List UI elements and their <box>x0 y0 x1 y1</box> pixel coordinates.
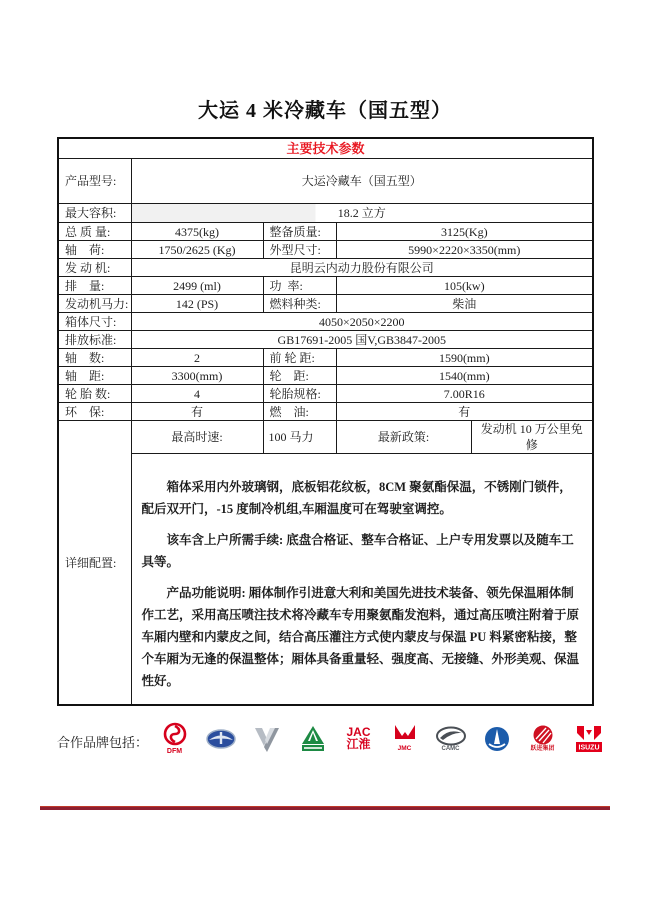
blue-emblem-logo <box>480 726 513 752</box>
row-label: 燃 油: <box>263 403 336 421</box>
brand-label: JAC <box>346 724 371 739</box>
partner-brands-section <box>57 722 612 755</box>
silver-v-logo <box>250 725 283 753</box>
row-label: 前 轮 距: <box>263 349 336 367</box>
row-label: 燃料种类: <box>263 295 336 313</box>
table-row <box>58 295 593 313</box>
row-label: 环 保: <box>58 403 131 421</box>
row-label: 轮 距: <box>263 367 336 385</box>
yuejin-logo <box>526 725 559 752</box>
row-value: 2 <box>131 349 263 367</box>
policy-label: 最新政策: <box>336 421 471 454</box>
table-row <box>58 277 593 295</box>
brand-label: 跃进集团 <box>530 746 555 752</box>
table-row <box>58 241 593 259</box>
row-label: 最大容积: <box>58 204 131 223</box>
row-value: 3300(mm) <box>131 367 263 385</box>
row-value: 有 <box>131 403 263 421</box>
row-value: 3125(Kg) <box>336 223 593 241</box>
brand-logo-row <box>158 722 605 755</box>
row-value: 7.00R16 <box>336 385 593 403</box>
partner-brands-label: 合作品牌包括： <box>57 735 149 750</box>
row-label: 总 质 量: <box>58 223 131 241</box>
top-speed-label: 最高时速: <box>131 421 263 454</box>
brand-label: DFM <box>166 748 183 755</box>
table-row-top-speed <box>58 421 593 454</box>
page-title: 大运 4 米冷藏车（国五型） <box>198 100 452 122</box>
row-label: 轴 荷: <box>58 241 131 259</box>
camc-icon <box>435 726 467 746</box>
row-label: 轮 胎 数: <box>58 385 131 403</box>
row-value: 有 <box>336 403 593 421</box>
camc-logo <box>434 726 467 752</box>
row-value: 大运冷藏车（国五型） <box>131 159 593 204</box>
spec-table <box>57 137 594 706</box>
isuzu-logo <box>572 724 605 754</box>
row-value: 1540(mm) <box>336 367 593 385</box>
table-row <box>58 159 593 204</box>
brand-label-cn: 江淮 <box>346 736 371 751</box>
detail-config-label: 详细配置: <box>58 421 131 706</box>
table-row <box>58 259 593 277</box>
row-value: 105(kw) <box>336 277 593 295</box>
yuejin-icon <box>530 725 556 746</box>
table-header-row <box>58 138 593 159</box>
row-label: 整备质量: <box>263 223 336 241</box>
sinotruk-logo <box>296 725 329 753</box>
row-value: 1750/2625 (Kg) <box>131 241 263 259</box>
detail-config-text <box>131 454 593 706</box>
row-label: 发 动 机: <box>58 259 131 277</box>
row-value: 1590(mm) <box>336 349 593 367</box>
policy-value: 发动机 10 万公里免修 <box>471 421 593 454</box>
table-row <box>58 204 593 223</box>
svg-text:ISUZU: ISUZU <box>578 744 600 752</box>
row-label: 轴 距: <box>58 367 131 385</box>
detail-paragraph: 该车含上户所需手续: 底盘合格证、整车合格证、上户专用发票以及随车工具等。 <box>141 533 574 569</box>
row-value: 4 <box>131 385 263 403</box>
row-label: 排 量: <box>58 277 131 295</box>
row-value: 昆明云内动力股份有限公司 <box>131 259 593 277</box>
row-value: 4050×2050×2200 <box>131 313 593 331</box>
row-label: 外型尺寸: <box>263 241 336 259</box>
row-value: 4375(kg) <box>131 223 263 241</box>
dongfeng-logo <box>158 722 191 755</box>
detail-paragraph: 产品功能说明: 厢体制作引进意大利和美国先进技术装备、领先保温厢体制作工艺，采用高压喷注技术将冷藏车专用聚氨酯发泡料，通过高压喷注附着于原车厢内壁和内蒙皮之间，结合高压灌注方式使内蒙皮与保温 PU 料紧密粘接，整个车厢为无逢的保温整体；厢体具备重量轻、强度高、无接缝、外形美观、保温性好。 <box>141 586 580 688</box>
row-value: GB17691-2005 国V,GB3847-2005 <box>131 331 593 349</box>
row-value: 柴油 <box>336 295 593 313</box>
sinotruk-icon <box>299 725 327 753</box>
row-label: 产品型号: <box>58 159 131 204</box>
brand-label: JMC <box>397 745 412 753</box>
dongfeng-icon <box>160 722 190 748</box>
faw-icon <box>205 727 237 751</box>
row-value: 18.2 立方 <box>131 204 593 223</box>
silver-v-icon <box>253 725 281 753</box>
row-label: 轮胎规格: <box>263 385 336 403</box>
row-value: 5990×2220×3350(mm) <box>336 241 593 259</box>
row-label: 发动机马力: <box>58 295 131 313</box>
row-label: 功 率: <box>263 277 336 295</box>
table-row-detail <box>58 454 593 706</box>
top-speed-value: 100 马力 <box>263 421 336 454</box>
row-label: 箱体尺寸: <box>58 313 131 331</box>
blue-emblem-icon <box>484 726 510 752</box>
table-row <box>58 385 593 403</box>
brand-label: CAMC <box>441 745 460 752</box>
table-row <box>58 349 593 367</box>
table-row <box>58 367 593 385</box>
jmc-icon <box>392 724 418 746</box>
footer-divider-line <box>40 806 610 810</box>
table-row <box>58 331 593 349</box>
row-value: 2499 (ml) <box>131 277 263 295</box>
table-title: 主要技术参数 <box>58 138 593 159</box>
row-value: 142 (PS) <box>131 295 263 313</box>
row-label: 轴 数: <box>58 349 131 367</box>
isuzu-icon <box>574 724 604 754</box>
jmc-logo <box>388 724 421 753</box>
row-label: 排放标准: <box>58 331 131 349</box>
table-row <box>58 313 593 331</box>
table-row <box>58 403 593 421</box>
jac-logo <box>342 726 375 751</box>
faw-logo <box>204 727 237 751</box>
table-row <box>58 223 593 241</box>
detail-paragraph: 箱体采用内外玻璃钢，底板铝花纹板，8CM 聚氨酯保温，不锈刚门锁件，配后双开门，-15 度制冷机组,车厢温度可在驾驶室调控。 <box>141 480 572 516</box>
